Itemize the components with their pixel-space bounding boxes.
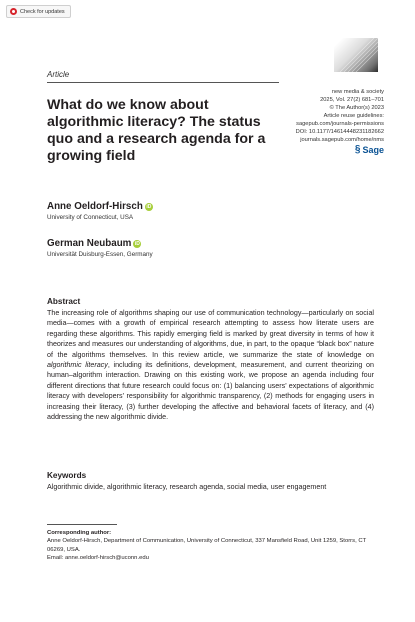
author-1-name-row xyxy=(47,201,153,212)
orcid-icon[interactable]: iD xyxy=(146,203,152,210)
sage-logo xyxy=(234,145,384,154)
journal-volume: 2025, Vol. 27(2) 681–701 xyxy=(320,97,384,103)
doi-link[interactable]: DOI: 10.1177/14614448231182662 xyxy=(295,129,384,135)
article-title: What do we know about algorithmic literacy? The status quo and a research agenda for a growing field xyxy=(47,97,266,164)
author-1 xyxy=(47,201,153,221)
keywords-list: Algorithmic divide, algorithmic literacy, research agenda, social media, user engagement xyxy=(47,483,327,491)
check-for-updates-label: Check for updates xyxy=(20,8,65,15)
publisher-name: Sage xyxy=(362,144,384,155)
footnote-rule xyxy=(47,524,117,525)
copyright-line: © The Author(s) 2023 xyxy=(329,105,384,111)
author-affiliation: University of Connecticut, USA xyxy=(47,214,134,221)
keywords-section xyxy=(47,471,347,492)
sage-s-icon: § xyxy=(354,144,361,155)
check-for-updates-button[interactable] xyxy=(6,5,71,18)
author-affiliation: Universität Duisburg-Essen, Germany xyxy=(47,251,153,258)
abstract-text-part-2: , including its definitions, development, measurement, and current theorizing on human–algorithm interaction. Drawing on this existing work, we propose an agenda including four different directions that future research could focus on: (1) balancing users’ expectations of algorithmic literacy with developers’ responsibility for algorithmic transparency, (2) methods for engaging users in increasing their literacy, (3) further developing the affective and behavioral facets of literacy, and (4) addressing the new algorithmic divide. xyxy=(47,361,374,422)
abstract-emphasis: algorithmic literacy xyxy=(47,361,108,370)
article-type-label: Article xyxy=(47,70,70,79)
author-2-name-row xyxy=(47,238,153,249)
abstract-body xyxy=(47,308,374,422)
header-rule xyxy=(47,82,279,83)
abstract-section xyxy=(47,297,374,422)
journal-cover-image xyxy=(334,38,378,72)
corresponding-author-heading: Corresponding author: xyxy=(47,530,112,536)
abstract-heading: Abstract xyxy=(47,297,81,306)
author-2 xyxy=(47,238,153,258)
author-name: German Neubaum xyxy=(47,238,132,249)
keywords-heading: Keywords xyxy=(47,471,87,480)
author-name: Anne Oeldorf-Hirsch xyxy=(47,201,143,212)
journal-name: new media & society xyxy=(331,89,384,95)
reuse-guidelines-label: Article reuse guidelines: xyxy=(323,113,384,119)
journal-homepage-link[interactable]: journals.sagepub.com/home/nms xyxy=(300,137,384,143)
corresponding-author-email[interactable]: Email: anne.oeldorf-hirsch@uconn.edu xyxy=(47,555,149,562)
journal-info xyxy=(234,88,384,154)
orcid-icon[interactable]: iD xyxy=(134,240,140,247)
crossmark-icon xyxy=(10,8,17,15)
abstract-text-part-1: The increasing role of algorithms shaping our use of communication technology—particularly on social media—comes with a growth of empirical research attempting to assess how literate users are regarding these algorithms. This rapidly emerging field is marked by great diversity in terms of how it theorizes and measures our understanding of algorithms, due, in part, to the opaque “black box” nature of the algorithms themselves. In this review article, we summarize the state of knowledge on xyxy=(47,309,374,359)
corresponding-author-address: Anne Oeldorf-Hirsch, Department of Communication, University of Connecticut, 337 Mansfield Road, Unit 1259, Storrs, CT 06269, USA. xyxy=(47,538,367,553)
permissions-link[interactable]: sagepub.com/journals-permissions xyxy=(296,121,384,127)
corresponding-author xyxy=(47,529,377,563)
